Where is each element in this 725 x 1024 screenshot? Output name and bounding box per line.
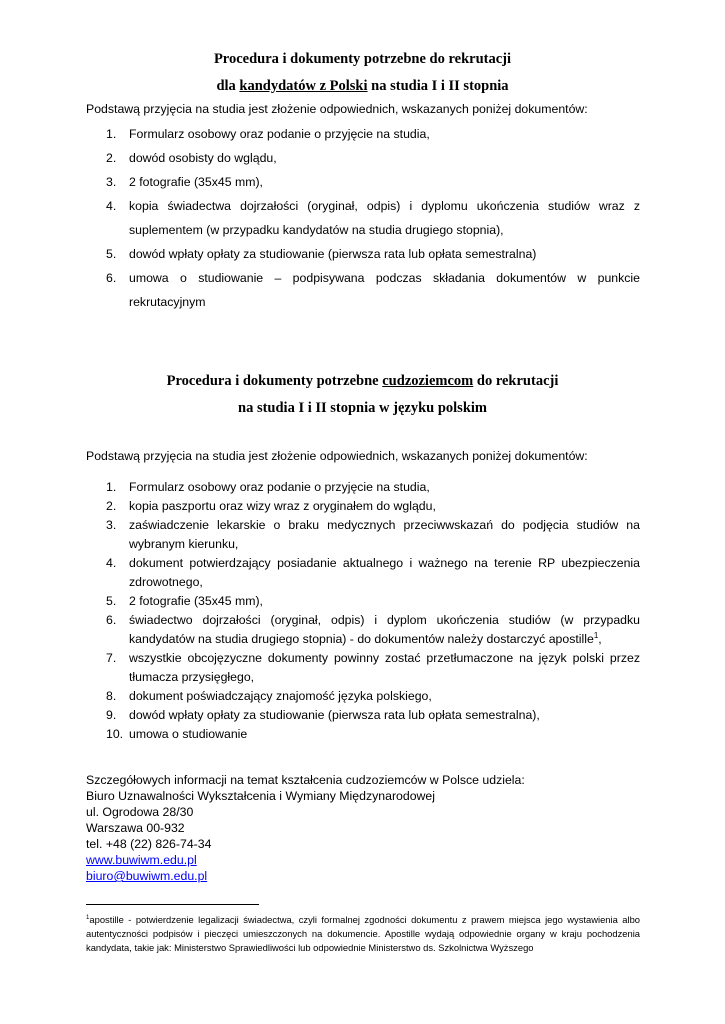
list-item: 1. Formularz osobowy oraz podanie o przyjęcie na studia,: [106, 480, 430, 494]
list-item: 8. dokument poświadczający znajomość języka polskiego,: [106, 689, 432, 703]
footnote-marker: 1: [86, 913, 90, 921]
contact-block: [86, 772, 525, 884]
contact-phone: tel. +48 (22) 826-74-34: [86, 837, 212, 851]
footnote-separator: [86, 904, 259, 905]
section2-title-line2: na studia I i II stopnia w języku polskim: [238, 400, 487, 416]
list-item: 4. kopia świadectwa dojrzałości (oryginał, odpis) i dyplomu ukończenia studiów wraz z suplementem (w przypadku kandydatów na studia drugiego stopnia),: [106, 199, 640, 237]
section2-intro: Podstawą przyjęcia na studia jest złożenie odpowiednich, wskazanych poniżej dokumentów:: [86, 449, 588, 463]
list-item: 5. dowód wpłaty opłaty za studiowanie (pierwsza rata lub opłata semestralna): [106, 247, 537, 261]
section1-title-underlined: kandydatów z Polski: [239, 78, 368, 94]
list-item: 6. świadectwo dojrzałości (oryginał, odpis) i dyplom ukończenia studiów (w przypadku kandydatów na studia drugiego stopnia) - do dokumentów należy dostarczyć apostille$^1$,: [106, 613, 640, 646]
section2-title-line1: Procedura i dokumenty potrzebne cudzoziemcom do rekrutacji: [166, 373, 559, 389]
footnote-reference: 1: [593, 630, 599, 640]
list-item: 10. umowa o studiowanie: [106, 727, 248, 741]
contact-city: Warszawa 00-932: [86, 821, 185, 835]
footnote: $^1$apostille - potwierdzenie legalizacji świadectwa, czyli formalnej zgodności dokumentu z prawem miejsca jego wystawienia albo autentyczności podpisów i pieczęci umieszczonych na dokumencie. Apostille wydają odpowiednie organy w kraju pochodzenia kandydata, takie jak: Ministerstwo Sprawiedliwości lub odpowiednie Ministerstwo ds. Szkolnictwa Wyższego: [86, 913, 640, 953]
list-item: 4. dokument potwierdzający posiadanie aktualnego i ważnego na terenie RP ubezpieczenia zdrowotnego,: [106, 556, 640, 589]
list-item: 3. 2 fotografie (35x45 mm),: [106, 175, 263, 189]
section1-list: [86, 122, 640, 314]
email-link[interactable]: biuro@buwiwm.edu.pl: [86, 869, 208, 883]
section1-intro: Podstawą przyjęcia na studia jest złożenie odpowiednich, wskazanych poniżej dokumentów:: [86, 102, 588, 116]
contact-street: ul. Ogrodowa 28/30: [86, 805, 194, 819]
section1-title-line1: Procedura i dokumenty potrzebne do rekrutacji: [213, 51, 512, 67]
list-item: 6. umowa o studiowanie – podpisywana podczas składania dokumentów w punkcie rekrutacyjnym: [106, 271, 640, 309]
list-item: 3. zaświadczenie lekarskie o braku medycznych przeciwwskazań do podjęcia studiów na wybranym kierunku,: [106, 518, 640, 551]
contact-organization: Biuro Uznawalności Wykształcenia i Wymiany Międzynarodowej: [86, 789, 436, 803]
list-item: 7. wszystkie obcojęzyczne dokumenty powinny zostać przetłumaczone na język polski przez tłumacza przysięgłego,: [106, 651, 640, 684]
list-item: 5. 2 fotografie (35x45 mm),: [106, 594, 263, 608]
section2-title-underlined: cudzoziemcom: [382, 373, 474, 389]
contact-intro: Szczegółowych informacji na temat kształcenia cudzoziemców w Polsce udziela:: [86, 773, 525, 787]
website-link[interactable]: www.buwiwm.edu.pl: [86, 853, 197, 867]
section1-title-line2: dla kandydatów z Polski na studia I i II stopnia: [216, 78, 509, 94]
list-item: 9. dowód wpłaty opłaty za studiowanie (pierwsza rata lub opłata semestralna),: [106, 708, 540, 722]
list-item: 2. dowód osobisty do wglądu,: [106, 151, 277, 165]
section2-list: [86, 478, 640, 744]
list-item: 1. Formularz osobowy oraz podanie o przyjęcie na studia,: [106, 127, 430, 141]
list-item: 2. kopia paszportu oraz wizy wraz z oryginałem do wglądu,: [106, 499, 436, 513]
